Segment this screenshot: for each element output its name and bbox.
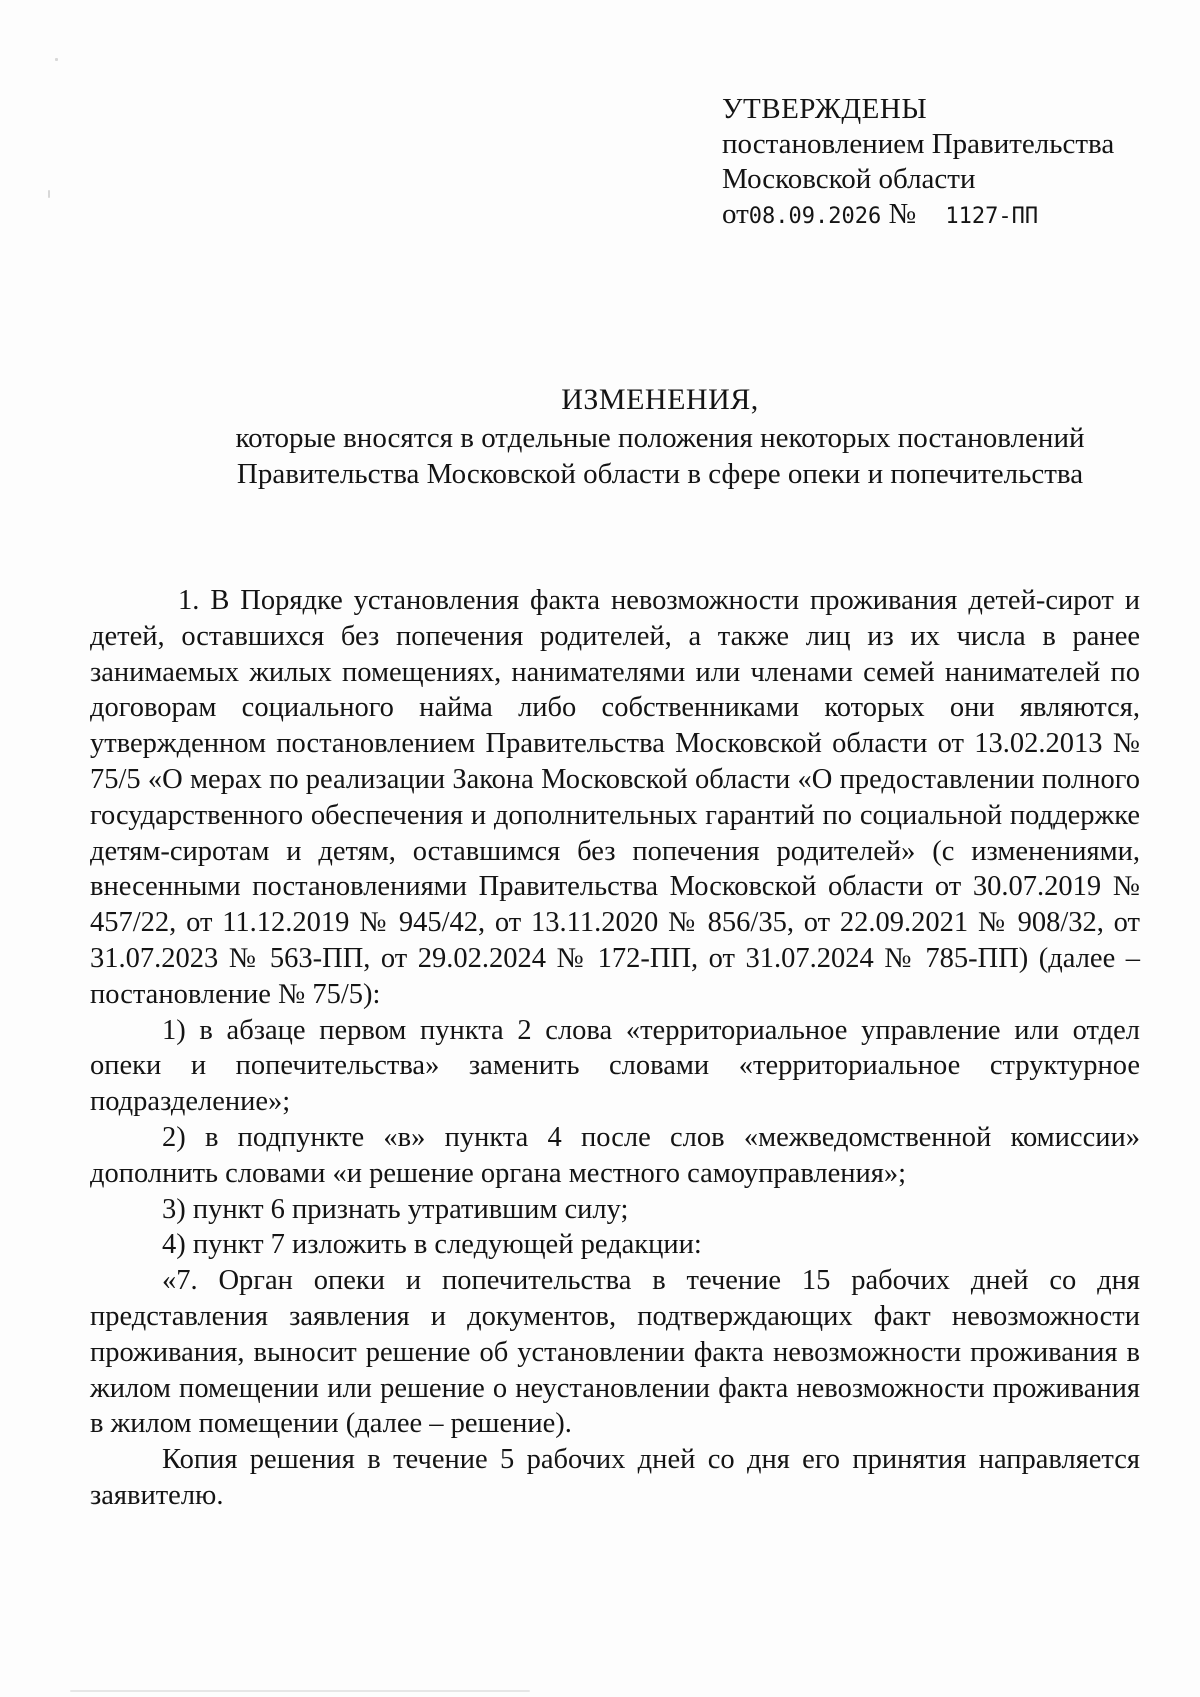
scan-artifact bbox=[70, 1690, 530, 1692]
document-body bbox=[90, 583, 1140, 1514]
approval-block bbox=[722, 92, 1152, 234]
document-title: ИЗМЕНЕНИЯ, bbox=[561, 383, 759, 416]
paragraph-item-3: 3) пункт 6 признать утратившим силу; bbox=[162, 1193, 629, 1225]
paragraph-item-4: 4) пункт 7 изложить в следующей редакции: bbox=[162, 1229, 702, 1261]
approval-line-1: постановлением Правительства bbox=[722, 128, 1115, 160]
approval-number: 1127-ПП bbox=[945, 204, 1039, 229]
scan-artifact bbox=[48, 190, 50, 198]
paragraph-quoted-7: «7. Орган опеки и попечительства в течение 15 рабочих дней со дня представления заявления и документов, подтверждающих факт невозможности проживания, выносит решение об установлении факта невозможности проживания в жилом помещении или решение о неустановлении факта невозможности проживания в жилом помещении (далее – решение). bbox=[90, 1265, 1140, 1440]
approval-date: 08.09.2026 bbox=[748, 204, 882, 229]
document-subtitle-line-1: которые вносятся в отдельные положения некоторых постановлений bbox=[235, 422, 1085, 454]
paragraph-item-1: 1) в абзаце первом пункта 2 слова «территориальное управление или отдел опеки и попечительства» заменить словами «территориальное структурное подразделение»; bbox=[90, 1014, 1140, 1118]
date-prefix: от bbox=[722, 198, 749, 230]
number-label: № bbox=[888, 198, 917, 230]
paragraph-item-2: 2) в подпункте «в» пункта 4 после слов «межведомственной комиссии» дополнить словами «и решение органа местного самоуправления»; bbox=[90, 1121, 1140, 1189]
approval-line-2: Московской области bbox=[722, 163, 976, 195]
title-block bbox=[160, 382, 1160, 492]
paragraph-copy-decision: Копия решения в течение 5 рабочих дней со дня его принятия направляется заявителю. bbox=[90, 1444, 1140, 1511]
approval-heading: УТВЕРЖДЕНЫ bbox=[722, 93, 928, 125]
approval-date-line bbox=[722, 197, 1152, 234]
paragraph-1: 1. В Порядке установления факта невозможности проживания детей-сирот и детей, оставшихся без попечения родителей, а также лиц из их числа в ранее занимаемых жилых помещениях, нанимателями или членами семей нанимателей по договорам социального найма либо собственниками которых они являются, утвержденном постановлением Правительства Московской области от 13.02.2013 № 75/5 «О мерах по реализации Закона Московской области «О предоставлении полного государственного обеспечения и дополнительных гарантий по социальной поддержке детям-сиротам и детям, оставшимся без попечения родителей» (с изменениями, внесенными постановлениями Правительства Московской области от 30.07.2019 № 457/22, от 11.12.2019 № 945/42, от 13.11.2020 № 856/35, от 22.09.2021 № 908/32, от 31.07.2023 № 563-ПП, от 29.02.2024 № 172-ПП, от 31.07.2024 № 785-ПП) (далее – постановление № 75/5): bbox=[90, 585, 1140, 1010]
document-subtitle-line-2: Правительства Московской области в сфере опеки и попечительства bbox=[236, 458, 1084, 490]
scan-artifact bbox=[55, 58, 58, 61]
